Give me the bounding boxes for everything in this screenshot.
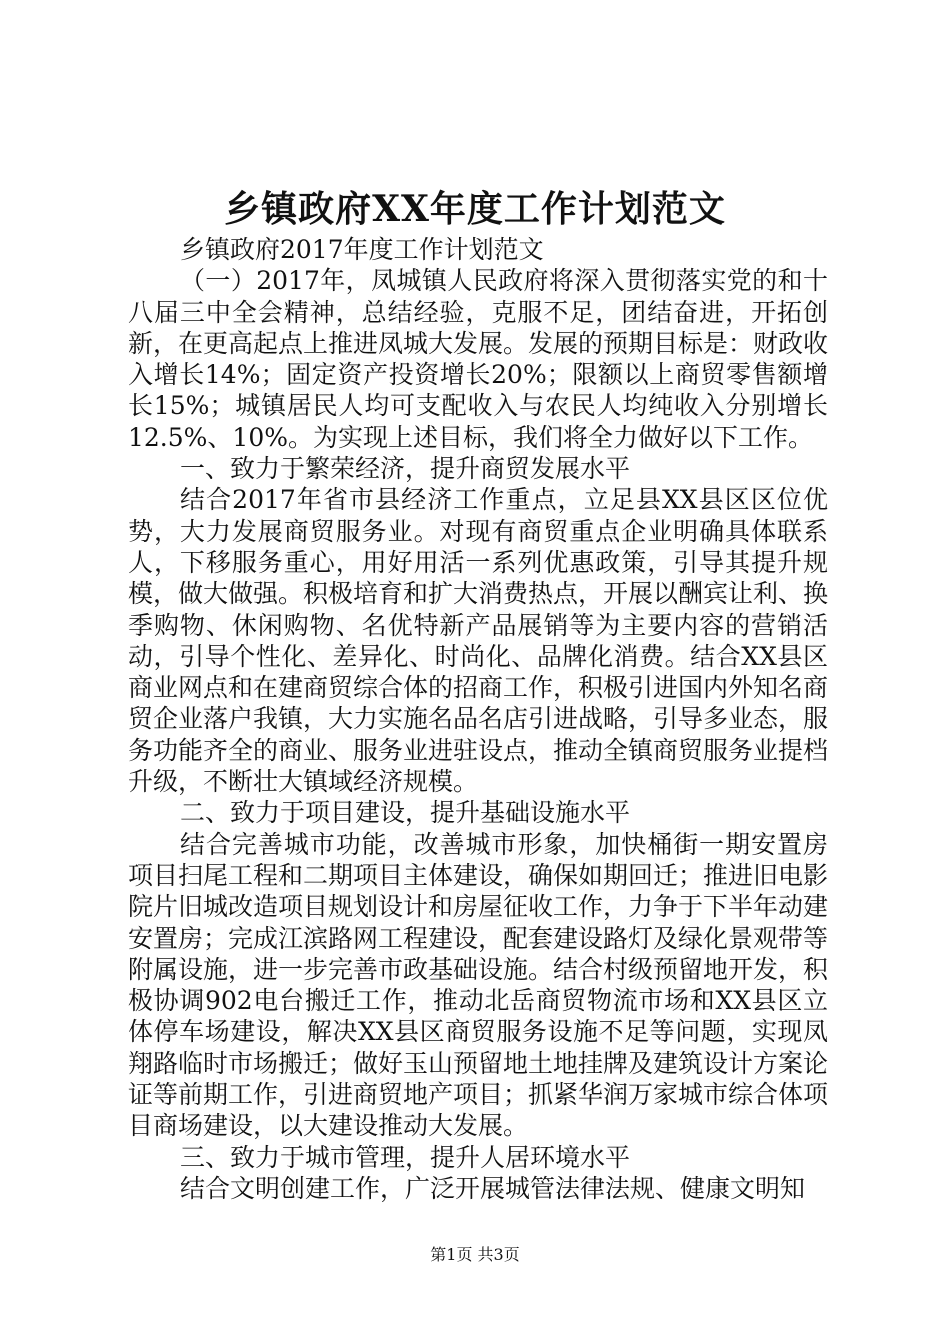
document-title: 乡镇政府XX年度工作计划范文 (224, 188, 726, 230)
page-number-footer: 第1页 共3页 (430, 1245, 520, 1264)
section-heading-2: 二、致力于项目建设，提升基础设施水平 (180, 798, 631, 828)
section-body-1: 结合2017年省市县经济工作重点，立足县XX县区区位优势，大力发展商贸服务业。对现有商贸重点企业明确具体联系人，下移服务重心，用好用活一系列优惠政策，引导其提升规模，做大做强。积极培育和扩大消费热点，开展以酬宾让利、换季购物、休闲购物、名优特新产品展销等为主要内容的营销活动，引导个性化、差异化、时尚化、品牌化消费。结合XX县区商业网点和在建商贸综合体的招商工作，积极引进国内外知名商贸企业落户我镇，大力实施名品名店引进战略，引导多业态，服务功能齐全的商业、服务业进驻设点，推动全镇商贸服务业提档升级，不断壮大镇域经济规模。 (128, 485, 829, 797)
intro-paragraph: （一）2017年，凤城镇人民政府将深入贯彻落实党的和十八届三中全会精神，总结经验，克服不足，团结奋进，开拓创新，在更高起点上推进凤城大发展。发展的预期目标是：财政收入增长14%；固定资产投资增长20%；限额以上商贸零售额增长15%；城镇居民人均可支配收入与农民人均纯收入分别增长12.5%、10%。为实现上述目标，我们将全力做好以下工作。 (128, 266, 829, 452)
section-heading-1: 一、致力于繁荣经济，提升商贸发展水平 (180, 454, 631, 484)
section-heading-3: 三、致力于城市管理，提升人居环境水平 (180, 1142, 631, 1172)
section-body-3: 结合文明创建工作，广泛开展城管法律法规、健康文明知 (180, 1173, 806, 1203)
document-body (128, 234, 828, 1204)
section-body-2: 结合完善城市功能，改善城市形象，加快桶街一期安置房项目扫尾工程和二期项目主体建设，确保如期回迁；推进旧电影院片旧城改造项目规划设计和房屋征收工作，力争于下半年动建安置房；完成江滨路网工程建设，配套建设路灯及绿化景观带等附属设施，进一步完善市政基础设施。结合村级预留地开发，积极协调902电台搬迁工作，推动北岳商贸物流市场和XX县区立体停车场建设，解决XX县区商贸服务设施不足等问题，实现凤翔路临时市场搬迁；做好玉山预留地土地挂牌及建筑设计方案论证等前期工作，引进商贸地产项目；抓紧华润万家城市综合体项目商场建设，以大建设推动大发展。 (128, 829, 829, 1141)
subtitle-paragraph: 乡镇政府2017年度工作计划范文 (180, 235, 544, 264)
